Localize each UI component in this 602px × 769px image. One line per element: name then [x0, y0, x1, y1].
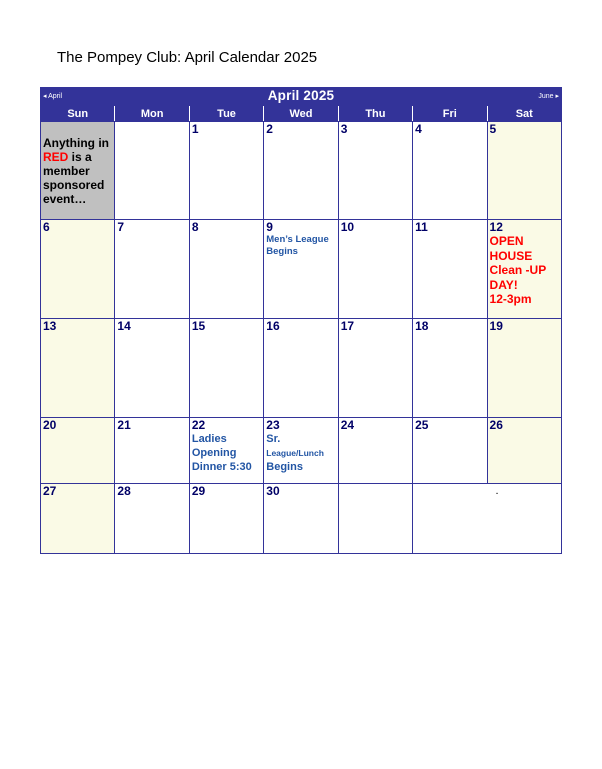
- day-number: 5: [489, 122, 497, 136]
- prev-month-link[interactable]: ◂ April: [43, 93, 63, 100]
- day-cell[interactable]: [115, 220, 189, 319]
- event-ladies-dinner: Ladies Opening Dinner 5:30: [191, 433, 252, 473]
- week-row: [41, 418, 562, 484]
- weekday-wed: Wed: [264, 107, 338, 122]
- day-cell[interactable]: [115, 418, 189, 484]
- next-month-link[interactable]: June ▸: [538, 93, 559, 100]
- weekday-sun: Sun: [41, 107, 115, 122]
- day-cell[interactable]: [41, 484, 115, 554]
- day-number: 15: [191, 319, 206, 333]
- week-row: [41, 319, 562, 418]
- day-number: 4: [415, 122, 422, 136]
- day-cell[interactable]: [115, 484, 189, 554]
- day-number: 30: [266, 484, 280, 498]
- week-row: [41, 122, 562, 220]
- event-open-house: OPEN HOUSE Clean -UP DAY! 12-3pm: [489, 234, 547, 306]
- day-cell[interactable]: [413, 122, 487, 220]
- day-number: 11: [415, 220, 428, 234]
- day-number: 3: [340, 122, 348, 136]
- day-number: 2: [266, 122, 273, 136]
- day-cell[interactable]: [41, 418, 115, 484]
- weekday-header-row: [41, 107, 562, 122]
- month-title: April 2025: [267, 88, 335, 103]
- day-cell[interactable]: [338, 319, 412, 418]
- calendar-header: [40, 87, 562, 106]
- day-number: 23: [266, 418, 280, 432]
- day-cell[interactable]: [189, 418, 263, 484]
- day-cell[interactable]: [487, 220, 561, 319]
- legend-note: Anything in RED is a member sponsored event…: [43, 136, 109, 206]
- day-number: 29: [191, 484, 206, 498]
- day-cell[interactable]: [41, 220, 115, 319]
- day-number: 14: [117, 319, 131, 333]
- day-cell[interactable]: [264, 418, 338, 484]
- weekday-sat: Sat: [487, 107, 561, 122]
- day-number: 10: [340, 220, 355, 234]
- day-cell[interactable]: [413, 418, 487, 484]
- weekday-mon: Mon: [115, 107, 189, 122]
- day-number: 1: [191, 122, 199, 136]
- week-row: [41, 220, 562, 319]
- day-cell[interactable]: [264, 220, 338, 319]
- day-number: 18: [415, 319, 429, 333]
- day-cell[interactable]: [338, 122, 412, 220]
- event-sr-league: Sr. League/Lunch Begins: [266, 433, 324, 473]
- weekday-thu: Thu: [338, 107, 412, 122]
- weekday-fri: Fri: [413, 107, 487, 122]
- week-row: [41, 484, 562, 554]
- day-number: 26: [489, 418, 503, 432]
- day-cell[interactable]: [189, 122, 263, 220]
- day-cell[interactable]: [115, 319, 189, 418]
- day-number: 12: [489, 220, 503, 234]
- day-number: 28: [117, 484, 131, 498]
- day-number: 25: [415, 418, 429, 432]
- day-number: 27: [43, 484, 57, 498]
- day-cell[interactable]: [413, 220, 487, 319]
- day-cell[interactable]: [487, 418, 561, 484]
- day-cell[interactable]: [338, 418, 412, 484]
- trailing-mark: .: [495, 485, 499, 497]
- empty-day-cell: [338, 484, 412, 554]
- day-cell[interactable]: [41, 319, 115, 418]
- day-number: 9: [266, 220, 273, 234]
- day-number: 16: [266, 319, 280, 333]
- day-number: 19: [489, 319, 503, 333]
- day-cell[interactable]: [487, 122, 561, 220]
- day-number: 7: [117, 220, 125, 234]
- day-number: 20: [43, 418, 57, 432]
- day-cell[interactable]: [189, 484, 263, 554]
- day-cell[interactable]: [487, 319, 561, 418]
- day-cell[interactable]: [264, 484, 338, 554]
- legend-red-word: RED: [43, 150, 69, 164]
- day-number: 21: [117, 418, 131, 432]
- day-number: 8: [191, 220, 199, 234]
- calendar-grid: [40, 106, 562, 554]
- page-title: The Pompey Club: April Calendar 2025: [57, 49, 318, 66]
- day-cell[interactable]: [264, 122, 338, 220]
- day-cell[interactable]: [413, 319, 487, 418]
- day-number: 13: [43, 319, 57, 333]
- day-cell[interactable]: [264, 319, 338, 418]
- weekday-tue: Tue: [189, 107, 263, 122]
- day-cell[interactable]: [189, 319, 263, 418]
- day-cell[interactable]: [189, 220, 263, 319]
- day-number: 6: [43, 220, 50, 234]
- event-mens-league: Men’s League Begins: [266, 234, 329, 257]
- day-number: 17: [340, 319, 355, 333]
- day-number: 24: [340, 418, 355, 432]
- empty-trailing-cell: [413, 484, 562, 554]
- day-cell[interactable]: [338, 220, 412, 319]
- empty-day-cell: [115, 122, 189, 220]
- legend-note-cell: [41, 122, 115, 220]
- calendar: [40, 87, 562, 554]
- day-number: 22: [191, 418, 206, 432]
